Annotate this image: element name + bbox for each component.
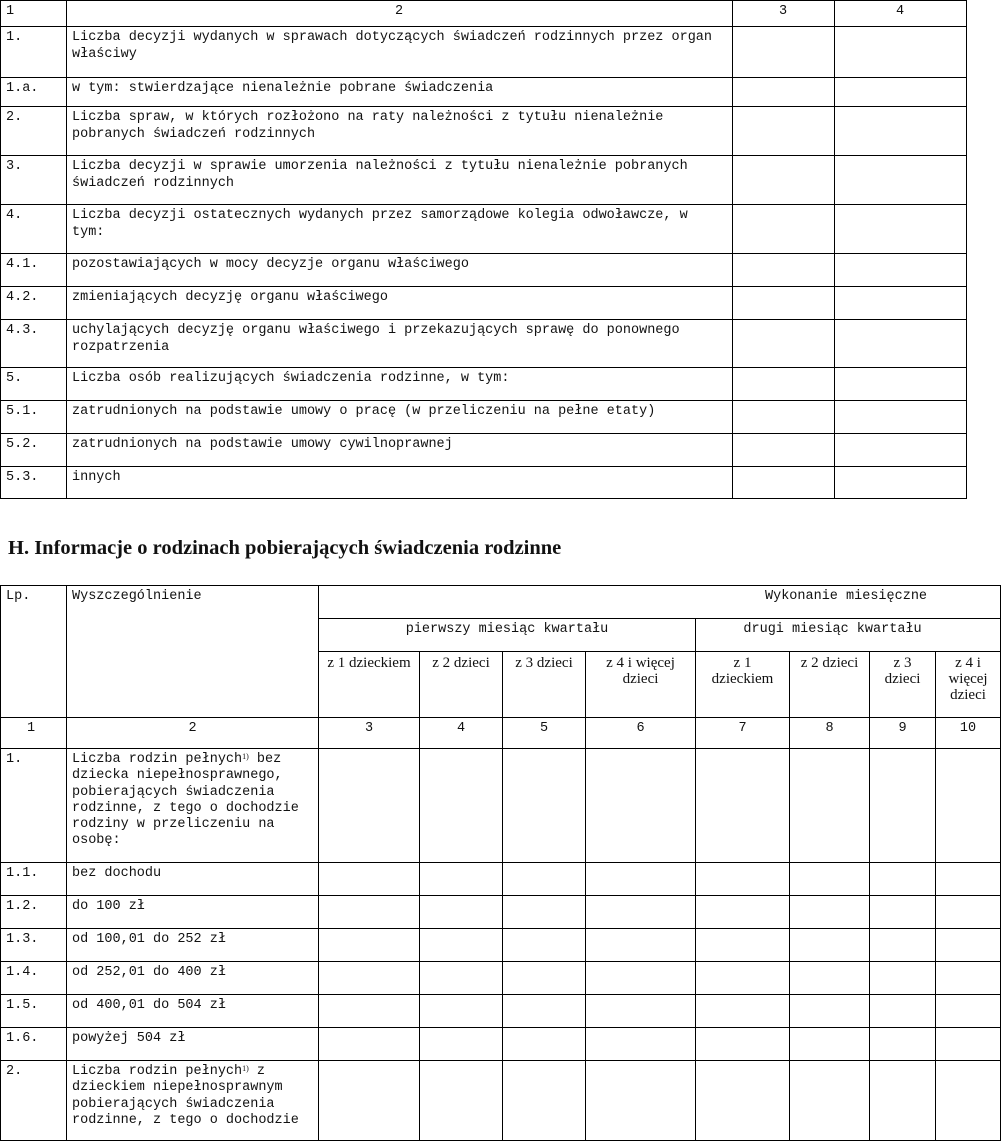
value-cell[interactable] (503, 995, 586, 1028)
value-cell[interactable] (936, 929, 1001, 962)
row-label: Liczba decyzji wydanych w sprawach dotyczących świadczeń rodzinnych przez organ właściwy (67, 27, 733, 78)
table-row (1, 467, 967, 499)
value-cell[interactable] (319, 1061, 420, 1141)
col-header-1: 1 (1, 1, 67, 27)
table-row (1, 749, 1001, 863)
value-cell[interactable] (696, 896, 790, 929)
value-cell[interactable] (503, 1061, 586, 1141)
value-cell[interactable] (586, 1061, 696, 1141)
row-label: pozostawiających w mocy decyzje organu właściwego (67, 254, 733, 287)
col-number: 6 (586, 718, 696, 749)
value-cell[interactable] (835, 27, 967, 78)
row-number: 5.2. (1, 434, 67, 467)
col-header-z3-m2: z 3 dzieci (870, 652, 936, 718)
value-cell[interactable] (733, 205, 835, 254)
row-number: 4.2. (1, 287, 67, 320)
col-header-3: 3 (733, 1, 835, 27)
col-header-z2-m1: z 2 dzieci (420, 652, 503, 718)
col-header-z4-m1: z 4 i więcej dzieci (586, 652, 696, 718)
row-number: 1.2. (1, 896, 67, 929)
row-number: 3. (1, 156, 67, 205)
value-cell[interactable] (696, 995, 790, 1028)
row-number: 1.6. (1, 1028, 67, 1061)
col-number: 8 (790, 718, 870, 749)
col-header-z4-m2: z 4 i więcej dzieci (936, 652, 1001, 718)
col-number: 5 (503, 718, 586, 749)
value-cell[interactable] (420, 896, 503, 929)
col-number: 2 (67, 718, 319, 749)
col-number: 4 (420, 718, 503, 749)
table-row (1, 962, 1001, 995)
value-cell[interactable] (733, 320, 835, 368)
value-cell[interactable] (696, 929, 790, 962)
value-cell[interactable] (835, 254, 967, 287)
col-number: 10 (936, 718, 1001, 749)
col-header-z1-m2: z 1 dzieckiem (696, 652, 790, 718)
row-number: 5. (1, 368, 67, 401)
row-number: 5.3. (1, 467, 67, 499)
value-cell[interactable] (586, 995, 696, 1028)
row-label: Liczba decyzji ostatecznych wydanych przez samorządowe kolegia odwoławcze, w tym: (67, 205, 733, 254)
value-cell[interactable] (319, 896, 420, 929)
value-cell[interactable] (790, 929, 870, 962)
value-cell[interactable] (870, 1061, 936, 1141)
value-cell[interactable] (696, 1061, 790, 1141)
value-cell[interactable] (420, 962, 503, 995)
value-cell[interactable] (835, 205, 967, 254)
decisions-table (0, 0, 967, 499)
value-cell[interactable] (420, 863, 503, 896)
value-cell[interactable] (586, 749, 696, 863)
value-cell[interactable] (319, 995, 420, 1028)
table-row (1, 287, 967, 320)
row-number: 1.1. (1, 863, 67, 896)
row-number: 1.4. (1, 962, 67, 995)
value-cell[interactable] (870, 929, 936, 962)
value-cell[interactable] (586, 896, 696, 929)
header-row-1 (1, 586, 1001, 619)
value-cell[interactable] (936, 1028, 1001, 1061)
value-cell[interactable] (936, 863, 1001, 896)
section-h-heading: H. Informacje o rodzinach pobierających świadczenia rodzinne (8, 537, 562, 559)
row-label: od 252,01 do 400 zł (67, 962, 319, 995)
value-cell[interactable] (319, 863, 420, 896)
value-cell[interactable] (733, 368, 835, 401)
row-number: 4. (1, 205, 67, 254)
value-cell[interactable] (586, 1028, 696, 1061)
table-row (1, 27, 967, 78)
value-cell[interactable] (503, 749, 586, 863)
col-number: 7 (696, 718, 790, 749)
month1-header: pierwszy miesiąc kwartału (319, 619, 696, 652)
value-cell[interactable] (733, 434, 835, 467)
table-row (1, 368, 967, 401)
table-row (1, 78, 967, 107)
row-number: 1.a. (1, 78, 67, 107)
col-number: 9 (870, 718, 936, 749)
table-row (1, 401, 967, 434)
value-cell[interactable] (870, 995, 936, 1028)
row-label: od 100,01 do 252 zł (67, 929, 319, 962)
value-cell[interactable] (835, 401, 967, 434)
table-row (1, 863, 1001, 896)
value-cell[interactable] (733, 107, 835, 156)
row-label-part: Liczba rodzin pełnych (72, 752, 243, 767)
value-cell[interactable] (936, 896, 1001, 929)
row-label: do 100 zł (67, 896, 319, 929)
lp-header: Lp. (1, 586, 67, 718)
table-row (1, 205, 967, 254)
value-cell[interactable] (870, 863, 936, 896)
row-number: 4.3. (1, 320, 67, 368)
col-header-4: 4 (835, 1, 967, 27)
table-row (1, 434, 967, 467)
table-row (1, 107, 967, 156)
row-number: 1.5. (1, 995, 67, 1028)
row-label: od 400,01 do 504 zł (67, 995, 319, 1028)
table-row (1, 929, 1001, 962)
table-row (1, 896, 1001, 929)
value-cell[interactable] (870, 962, 936, 995)
value-cell[interactable] (733, 78, 835, 107)
column-numbers-row (1, 718, 1001, 749)
row-label: w tym: stwierdzające nienależnie pobrane świadczenia (67, 78, 733, 107)
value-cell[interactable] (420, 1061, 503, 1141)
value-cell[interactable] (733, 401, 835, 434)
table-row (1, 1061, 1001, 1141)
table-row (1, 320, 967, 368)
value-cell[interactable] (790, 863, 870, 896)
col-header-z2-m2: z 2 dzieci (790, 652, 870, 718)
value-cell[interactable] (835, 320, 967, 368)
row-label-part: Liczba rodzin pełnych (72, 1064, 243, 1079)
table-row (1, 254, 967, 287)
value-cell[interactable] (319, 929, 420, 962)
row-number: 1. (1, 27, 67, 78)
value-cell[interactable] (835, 434, 967, 467)
value-cell[interactable] (733, 287, 835, 320)
row-label-part: bez dziecka niepełnosprawnego, pobierających świadczenia rodzinne, z tego o dochodzie rodziny w przeliczeniu na osobę: (72, 752, 299, 849)
row-number: 2. (1, 1061, 67, 1141)
col-number: 3 (319, 718, 420, 749)
families-table (0, 585, 1001, 1141)
month2-header: drugi miesiąc kwartału (696, 619, 1001, 652)
row-label: zatrudnionych na podstawie umowy o pracę (w przeliczeniu na pełne etaty) (67, 401, 733, 434)
value-cell[interactable] (696, 1028, 790, 1061)
table-header-row (1, 1, 967, 27)
row-number: 1.3. (1, 929, 67, 962)
value-cell[interactable] (420, 995, 503, 1028)
value-cell[interactable] (936, 962, 1001, 995)
value-cell[interactable] (790, 962, 870, 995)
row-label: Liczba osób realizujących świadczenia rodzinne, w tym: (67, 368, 733, 401)
value-cell[interactable] (733, 467, 835, 499)
value-cell[interactable] (790, 749, 870, 863)
value-cell[interactable] (733, 156, 835, 205)
row-label: zmieniających decyzję organu właściwego (67, 287, 733, 320)
value-cell[interactable] (733, 254, 835, 287)
row-label (67, 749, 319, 863)
value-cell[interactable] (835, 467, 967, 499)
value-cell[interactable] (870, 896, 936, 929)
value-cell[interactable] (790, 1061, 870, 1141)
value-cell[interactable] (835, 368, 967, 401)
row-label: innych (67, 467, 733, 499)
value-cell[interactable] (586, 962, 696, 995)
value-cell[interactable] (319, 962, 420, 995)
value-cell[interactable] (835, 156, 967, 205)
row-label: Liczba decyzji w sprawie umorzenia należności z tytułu nienależnie pobranych świadczeń rodzinnych (67, 156, 733, 205)
value-cell[interactable] (586, 929, 696, 962)
col-number: 1 (1, 718, 67, 749)
value-cell[interactable] (319, 749, 420, 863)
row-label (67, 1061, 319, 1141)
footnote-marker: 1) (242, 752, 249, 761)
value-cell[interactable] (936, 1061, 1001, 1141)
table-row (1, 1028, 1001, 1061)
value-cell[interactable] (790, 1028, 870, 1061)
value-cell[interactable] (790, 995, 870, 1028)
row-label: Liczba spraw, w których rozłożono na raty należności z tytułu nienależnie pobranych świadczeń rodzinnych (67, 107, 733, 156)
value-cell[interactable] (503, 863, 586, 896)
row-number: 4.1. (1, 254, 67, 287)
table-row (1, 156, 967, 205)
value-cell[interactable] (503, 896, 586, 929)
value-cell[interactable] (420, 929, 503, 962)
row-label-part: z dzieckiem niepełnosprawnym pobierających świadczenia rodzinne, z tego o dochodzie (72, 1064, 299, 1128)
col-header-2: 2 (67, 1, 733, 27)
value-cell[interactable] (696, 863, 790, 896)
wykonanie-header: Wykonanie miesięczne (319, 586, 1001, 619)
value-cell[interactable] (420, 1028, 503, 1061)
row-number: 1. (1, 749, 67, 863)
value-cell[interactable] (503, 1028, 586, 1061)
col-header-z3-m1: z 3 dzieci (503, 652, 586, 718)
value-cell[interactable] (733, 27, 835, 78)
value-cell[interactable] (319, 1028, 420, 1061)
row-label: zatrudnionych na podstawie umowy cywilnoprawnej (67, 434, 733, 467)
value-cell[interactable] (790, 896, 870, 929)
value-cell[interactable] (586, 863, 696, 896)
row-label: powyżej 504 zł (67, 1028, 319, 1061)
value-cell[interactable] (503, 929, 586, 962)
row-number: 2. (1, 107, 67, 156)
table-row (1, 995, 1001, 1028)
value-cell[interactable] (936, 749, 1001, 863)
row-label: uchylających decyzję organu właściwego i przekazujących sprawę do ponownego rozpatrzenia (67, 320, 733, 368)
value-cell[interactable] (835, 287, 967, 320)
footnote-marker: 1) (242, 1064, 249, 1073)
value-cell[interactable] (420, 749, 503, 863)
value-cell[interactable] (696, 749, 790, 863)
wyszczegolnienie-header: Wyszczególnienie (67, 586, 319, 718)
value-cell[interactable] (503, 962, 586, 995)
value-cell[interactable] (936, 995, 1001, 1028)
value-cell[interactable] (835, 78, 967, 107)
value-cell[interactable] (696, 962, 790, 995)
row-label: bez dochodu (67, 863, 319, 896)
value-cell[interactable] (870, 749, 936, 863)
value-cell[interactable] (870, 1028, 936, 1061)
row-number: 5.1. (1, 401, 67, 434)
value-cell[interactable] (835, 107, 967, 156)
col-header-z1-m1: z 1 dzieckiem (319, 652, 420, 718)
